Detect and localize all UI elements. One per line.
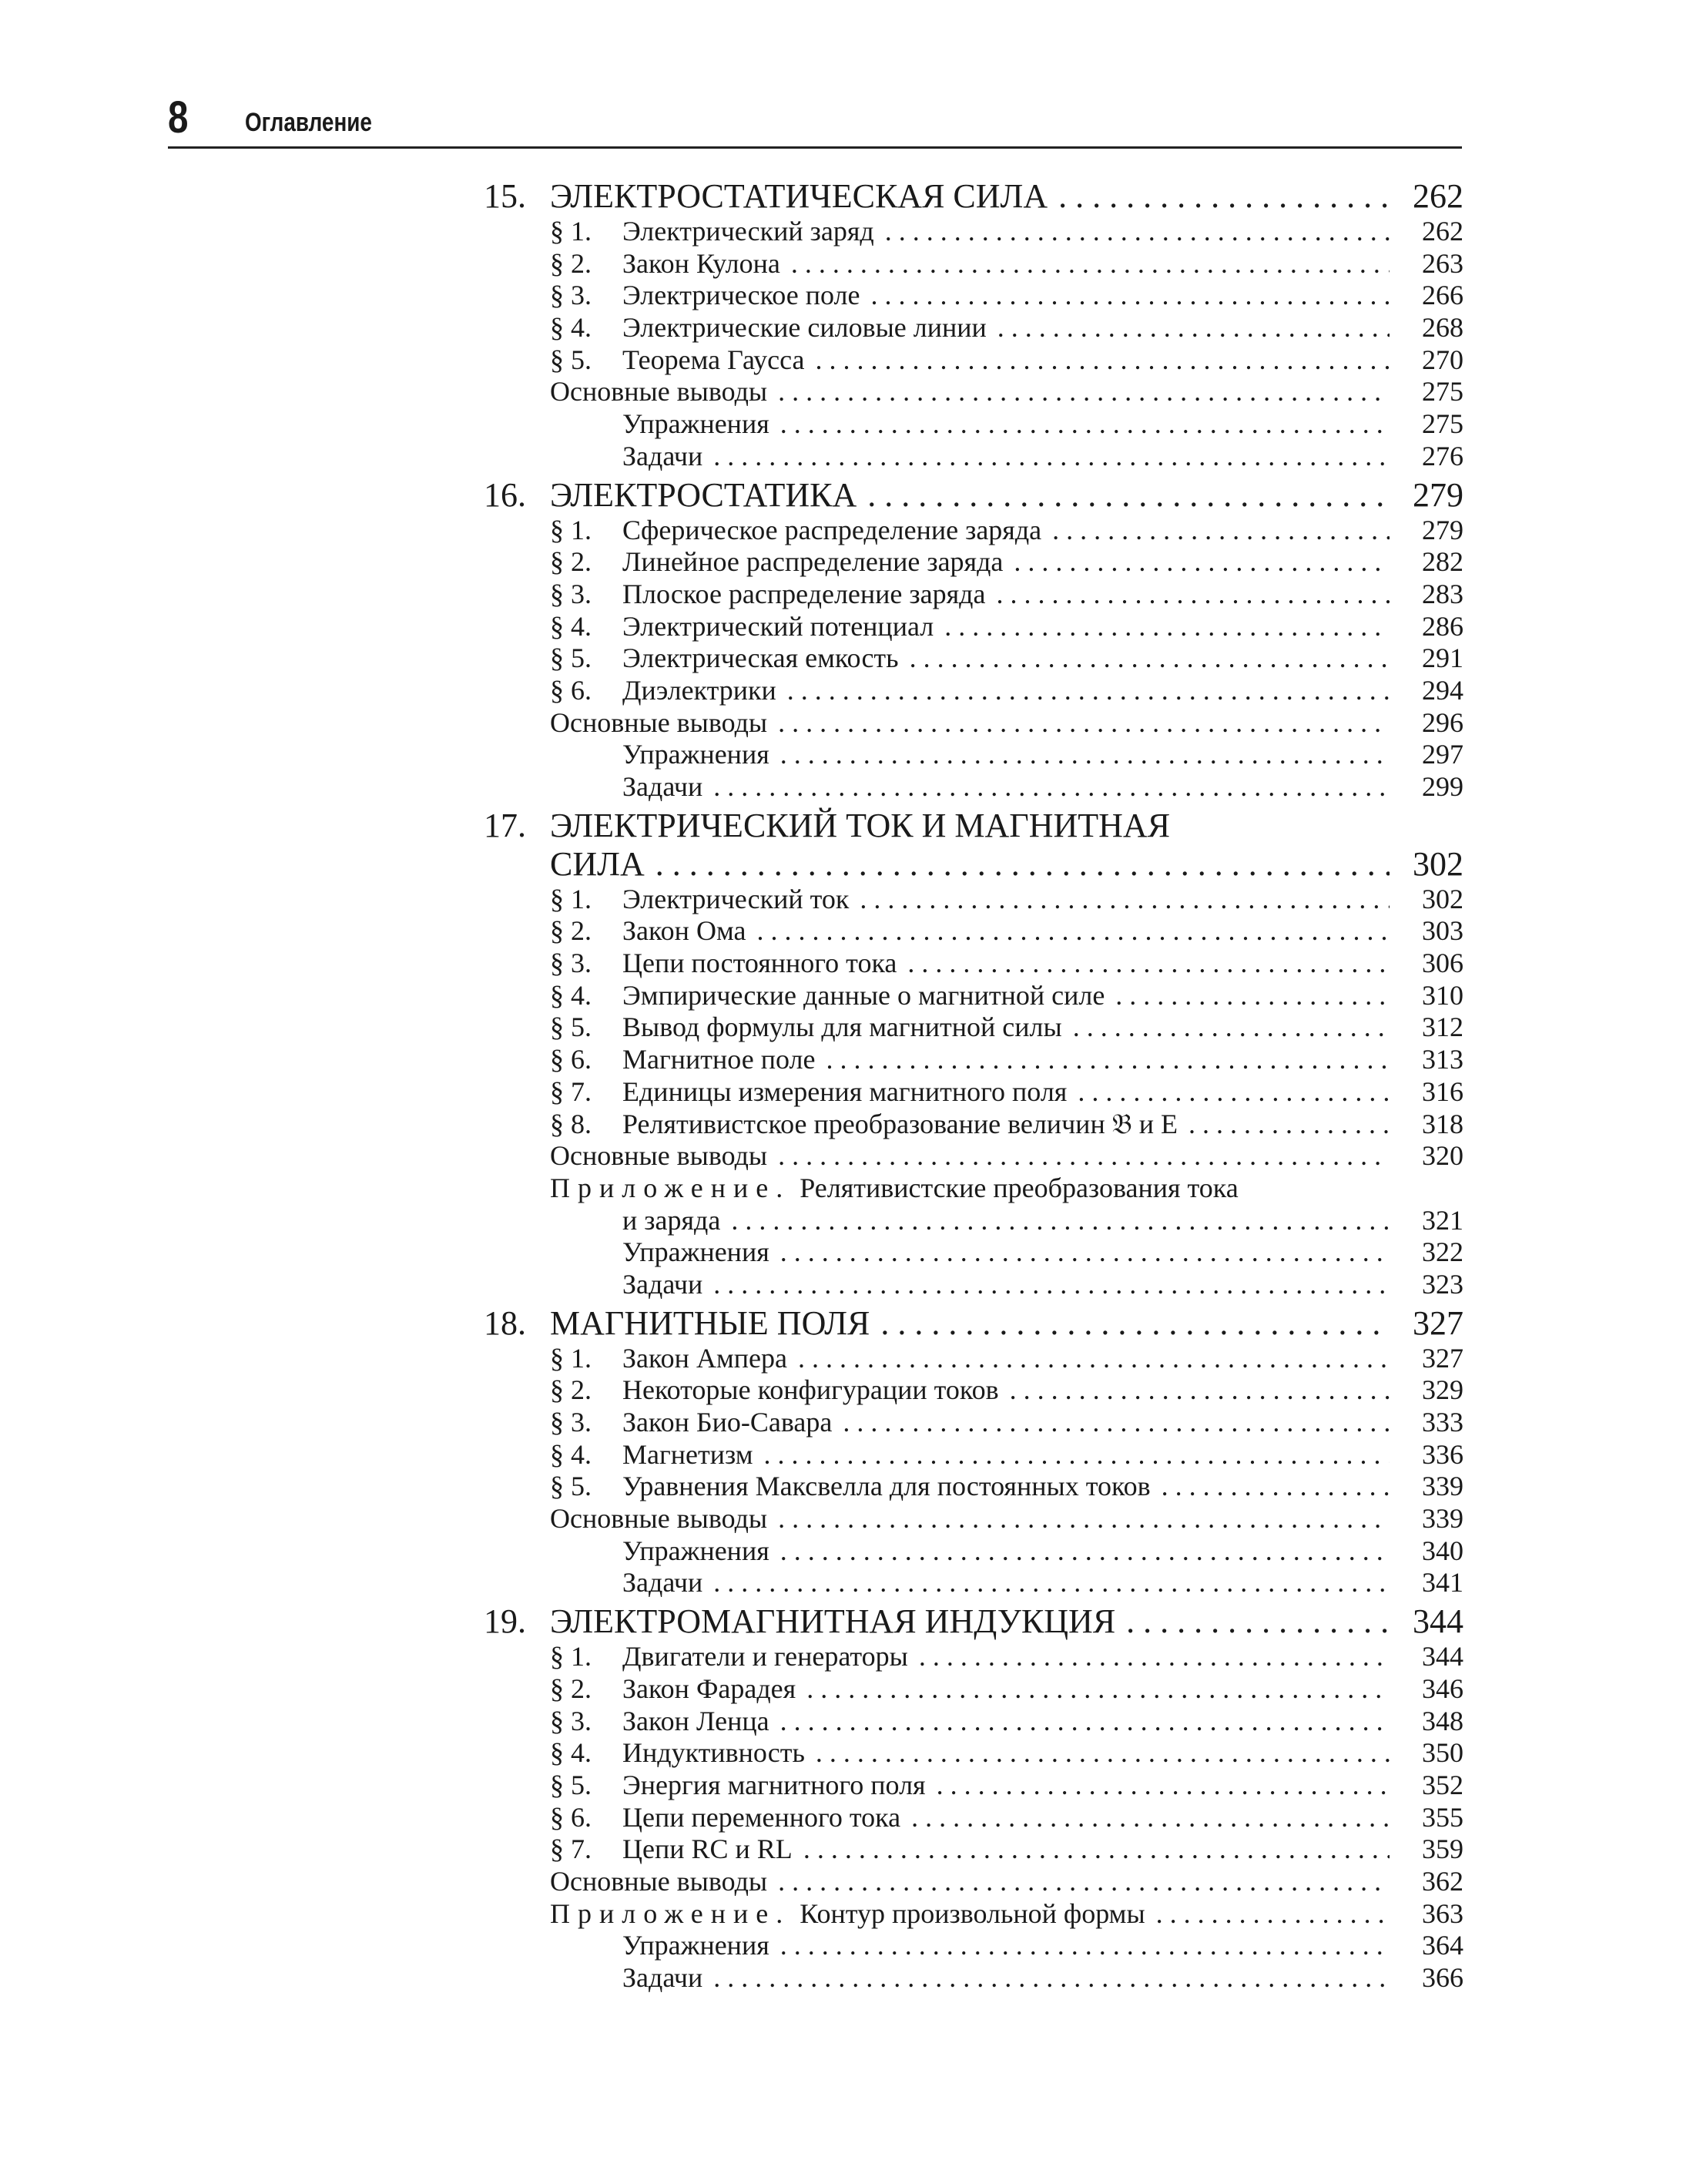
problems-title: Задачи — [622, 1268, 703, 1300]
toc-section[interactable] — [484, 1471, 1463, 1503]
leader-dots — [907, 948, 1390, 980]
leader-dots — [780, 408, 1390, 441]
chapter-title: СИЛА — [550, 844, 645, 883]
section-title: Электрический заряд — [622, 216, 874, 247]
appendix-title: Контур произвольной формы — [800, 1897, 1145, 1929]
page-ref: 327 — [1422, 1342, 1463, 1374]
leader-dots — [764, 1439, 1390, 1471]
section-number: § 5. — [550, 1011, 592, 1043]
page-ref: 266 — [1422, 280, 1463, 311]
page-ref: 339 — [1422, 1471, 1463, 1502]
toc-section[interactable] — [484, 948, 1463, 980]
page-ref: 291 — [1422, 642, 1463, 674]
leader-dots — [1073, 1011, 1390, 1044]
page-ref: 303 — [1422, 915, 1463, 947]
section-number: § 2. — [550, 1672, 592, 1704]
toc-problems[interactable] — [484, 1567, 1463, 1599]
toc-section[interactable] — [484, 1673, 1463, 1706]
leader-dots — [1014, 546, 1390, 579]
page-ref: 276 — [1422, 440, 1463, 471]
chapter-18 — [484, 1304, 1463, 1600]
leader-dots — [780, 739, 1390, 771]
chapter-title: ЭЛЕКТРОСТАТИЧЕСКАЯ СИЛА — [550, 177, 1048, 215]
leader-dots — [1162, 1471, 1390, 1503]
section-title: Энергия магнитного поля — [622, 1769, 926, 1800]
summary-title: Основные выводы — [550, 376, 768, 408]
toc-summary[interactable] — [484, 1503, 1463, 1535]
section-number: § 7. — [550, 1833, 592, 1865]
leader-dots — [880, 1304, 1390, 1343]
page-ref: 262 — [1422, 216, 1463, 247]
leader-dots — [778, 707, 1390, 740]
leader-dots — [816, 344, 1390, 377]
section-title: Закон Ампера — [622, 1342, 787, 1374]
section-title: Электрическая емкость — [622, 642, 899, 674]
page-ref: 262 — [1413, 177, 1463, 215]
page-ref: 363 — [1422, 1897, 1463, 1929]
section-number: § 7. — [550, 1075, 592, 1107]
leader-dots — [1058, 177, 1390, 216]
section-title: Индуктивность — [622, 1737, 805, 1769]
page-ref: 359 — [1422, 1833, 1463, 1865]
page-ref: 352 — [1422, 1769, 1463, 1800]
section-number: § 2. — [550, 915, 592, 947]
section-number: § 4. — [550, 1737, 592, 1769]
chapter-heading[interactable] — [484, 177, 1463, 216]
section-number: § 4. — [550, 979, 592, 1011]
section-number: § 3. — [550, 948, 592, 979]
section-number: § 1. — [550, 216, 592, 247]
leader-dots — [997, 312, 1390, 344]
leader-dots — [937, 1770, 1390, 1802]
leader-dots — [791, 248, 1390, 280]
page-ref: 279 — [1413, 475, 1463, 514]
leader-dots — [867, 476, 1390, 515]
chapter-heading-continued[interactable] — [484, 845, 1463, 884]
leader-dots — [655, 845, 1390, 884]
summary-title: Основные выводы — [550, 1865, 768, 1897]
section-number: § 2. — [550, 546, 592, 578]
page-ref: 275 — [1422, 408, 1463, 440]
chapter-title: ЭЛЕКТРИЧЕСКИЙ ТОК И МАГНИТНАЯ — [550, 806, 1171, 844]
chapter-17 — [484, 807, 1463, 1301]
leader-dots — [843, 1407, 1390, 1439]
page-ref: 310 — [1422, 979, 1463, 1011]
page-ref: 286 — [1422, 610, 1463, 642]
section-title: Сферическое распределение заряда — [622, 514, 1042, 545]
section-title: Электрические силовые линии — [622, 312, 987, 344]
chapter-title: МАГНИТНЫЕ ПОЛЯ — [550, 1303, 870, 1342]
toc-section[interactable] — [484, 1439, 1463, 1471]
page-ref: 339 — [1422, 1503, 1463, 1535]
page-ref: 279 — [1422, 514, 1463, 545]
toc-exercises[interactable] — [484, 1236, 1463, 1269]
page-ref: 344 — [1413, 1602, 1463, 1641]
appendix-title: Релятивистские преобразования тока — [800, 1172, 1239, 1203]
page-ref: 350 — [1422, 1737, 1463, 1769]
toc-section[interactable] — [484, 1343, 1463, 1375]
leader-dots — [778, 1866, 1390, 1898]
page-ref: 323 — [1422, 1268, 1463, 1300]
section-number: § 5. — [550, 344, 592, 375]
section-number: § 5. — [550, 642, 592, 674]
leader-dots — [1010, 1374, 1390, 1407]
toc-problems[interactable] — [484, 771, 1463, 803]
section-number: § 3. — [550, 578, 592, 609]
problems-title: Задачи — [622, 771, 703, 802]
toc-section[interactable] — [484, 1374, 1463, 1407]
exercises-title: Упражнения — [622, 739, 769, 770]
section-number: § 4. — [550, 610, 592, 642]
toc-section[interactable] — [484, 1706, 1463, 1738]
section-number: § 4. — [550, 1438, 592, 1470]
leader-dots — [816, 1737, 1390, 1770]
appendix-title: и заряда — [622, 1204, 721, 1236]
page-ref: 306 — [1422, 948, 1463, 979]
section-title: Релятивистское преобразование величин 𝔅 и E — [622, 1108, 1178, 1139]
section-number: § 3. — [550, 1407, 592, 1438]
toc-section[interactable] — [484, 611, 1463, 643]
section-number: § 2. — [550, 247, 592, 279]
page-ref: 333 — [1422, 1407, 1463, 1438]
toc-section[interactable] — [484, 248, 1463, 280]
leader-dots — [713, 1567, 1390, 1599]
toc-section[interactable] — [484, 312, 1463, 344]
leader-dots — [778, 1140, 1390, 1173]
section-title: Закон Ленца — [622, 1705, 769, 1736]
toc-section[interactable] — [484, 216, 1463, 248]
toc-section[interactable] — [484, 1737, 1463, 1770]
problems-title: Задачи — [622, 1962, 703, 1993]
toc-section[interactable] — [484, 1802, 1463, 1834]
leader-dots — [780, 1706, 1390, 1738]
leader-dots — [870, 280, 1390, 312]
chapter-title: ЭЛЕКТРОСТАТИКА — [550, 475, 857, 514]
chapter-heading[interactable] — [484, 1304, 1463, 1343]
page-ref: 302 — [1422, 883, 1463, 914]
page-ref: 322 — [1422, 1236, 1463, 1268]
toc-section[interactable] — [484, 1076, 1463, 1109]
section-number: § 3. — [550, 280, 592, 311]
chapter-16 — [484, 476, 1463, 803]
page-ref: 313 — [1422, 1044, 1463, 1075]
leader-dots — [919, 1641, 1390, 1673]
toc-section[interactable] — [484, 642, 1463, 675]
leader-dots — [860, 884, 1390, 916]
leader-dots — [778, 1503, 1390, 1535]
chapter-number: 15. — [484, 177, 526, 215]
page-ref: 296 — [1422, 706, 1463, 738]
chapter-19 — [484, 1602, 1463, 1994]
section-number: § 6. — [550, 1044, 592, 1075]
page-ref: 364 — [1422, 1930, 1463, 1961]
page-ref: 316 — [1422, 1075, 1463, 1107]
running-title: Оглавление — [245, 108, 372, 137]
section-number: § 1. — [550, 514, 592, 545]
toc-section[interactable] — [484, 579, 1463, 611]
toc-section[interactable] — [484, 675, 1463, 707]
leader-dots — [1126, 1602, 1390, 1641]
section-number: § 8. — [550, 1108, 592, 1139]
problems-title: Задачи — [622, 440, 703, 471]
chapter-15 — [484, 177, 1463, 473]
toc-section[interactable] — [484, 515, 1463, 547]
page-ref: 270 — [1422, 344, 1463, 375]
leader-dots — [780, 1236, 1390, 1269]
chapter-heading[interactable] — [484, 1602, 1463, 1641]
page-ref: 268 — [1422, 312, 1463, 344]
toc-appendix-continued[interactable] — [484, 1205, 1463, 1237]
appendix-label: Приложение. — [550, 1897, 791, 1929]
page-ref: 336 — [1422, 1438, 1463, 1470]
section-number: § 6. — [550, 1801, 592, 1833]
section-number: § 3. — [550, 1705, 592, 1736]
toc-section[interactable] — [484, 280, 1463, 312]
summary-title: Основные выводы — [550, 1140, 768, 1172]
toc-section[interactable] — [484, 1770, 1463, 1802]
leader-dots — [1188, 1109, 1390, 1141]
section-title: Единицы измерения магнитного поля — [622, 1075, 1068, 1107]
toc-appendix[interactable] — [484, 1173, 1463, 1205]
leader-dots — [780, 1930, 1390, 1962]
toc-section[interactable] — [484, 1044, 1463, 1076]
leader-dots — [713, 1269, 1390, 1301]
toc-summary[interactable] — [484, 1866, 1463, 1898]
chapter-number: 19. — [484, 1602, 526, 1641]
section-number: § 4. — [550, 312, 592, 344]
toc-section[interactable] — [484, 884, 1463, 916]
toc-section[interactable] — [484, 1109, 1463, 1141]
summary-title: Основные выводы — [550, 1503, 768, 1535]
page-ref: 366 — [1422, 1962, 1463, 1993]
chapter-heading[interactable] — [484, 476, 1463, 515]
exercises-title: Упражнения — [622, 1236, 769, 1268]
page-ref: 283 — [1422, 578, 1463, 609]
page-ref: 263 — [1422, 247, 1463, 279]
leader-dots — [996, 579, 1390, 611]
section-number: § 1. — [550, 883, 592, 914]
chapter-heading[interactable] — [484, 807, 1463, 845]
page-ref: 282 — [1422, 546, 1463, 578]
leader-dots — [1078, 1076, 1390, 1109]
leader-dots — [910, 642, 1390, 675]
leader-dots — [806, 1673, 1390, 1706]
leader-dots — [803, 1833, 1390, 1866]
section-title: Цепи постоянного тока — [622, 948, 897, 979]
leader-dots — [713, 771, 1390, 803]
page-header — [168, 91, 1462, 149]
leader-dots — [885, 216, 1390, 248]
toc-exercises[interactable] — [484, 1535, 1463, 1568]
toc-appendix[interactable] — [484, 1898, 1463, 1931]
exercises-title: Упражнения — [622, 1930, 769, 1961]
page-ref: 275 — [1422, 376, 1463, 408]
section-title: Закон Кулона — [622, 247, 780, 279]
toc-exercises[interactable] — [484, 408, 1463, 441]
section-title: Закон Био-Савара — [622, 1407, 833, 1438]
section-title: Уравнения Максвелла для постоянных токов — [622, 1471, 1151, 1502]
toc-problems[interactable] — [484, 1962, 1463, 1994]
toc-summary[interactable] — [484, 707, 1463, 740]
toc-problems[interactable] — [484, 1269, 1463, 1301]
page-ref: 346 — [1422, 1672, 1463, 1704]
section-number: § 5. — [550, 1471, 592, 1502]
toc-section[interactable] — [484, 1833, 1463, 1866]
page-ref: 320 — [1422, 1140, 1463, 1172]
toc-summary[interactable] — [484, 376, 1463, 408]
section-number: § 6. — [550, 674, 592, 706]
leader-dots — [713, 1962, 1390, 1994]
page-ref: 341 — [1422, 1567, 1463, 1599]
page-ref: 362 — [1422, 1865, 1463, 1897]
section-title: Магнетизм — [622, 1438, 753, 1470]
page-number: 8 — [168, 92, 189, 143]
page-ref: 294 — [1422, 674, 1463, 706]
section-title: Теорема Гаусса — [622, 344, 805, 375]
section-title: Цепи переменного тока — [622, 1801, 901, 1833]
page-ref: 299 — [1422, 771, 1463, 802]
leader-dots — [778, 376, 1390, 408]
leader-dots — [944, 611, 1390, 643]
page-ref: 321 — [1422, 1204, 1463, 1236]
toc-exercises[interactable] — [484, 739, 1463, 771]
toc-exercises[interactable] — [484, 1930, 1463, 1962]
section-title: Электрический ток — [622, 883, 850, 914]
leader-dots — [713, 441, 1390, 473]
leader-dots — [911, 1802, 1390, 1834]
page-ref: 302 — [1413, 844, 1463, 883]
section-title: Цепи RC и RL — [622, 1833, 793, 1865]
section-title: Магнитное поле — [622, 1044, 816, 1075]
leader-dots — [826, 1044, 1390, 1076]
section-number: § 1. — [550, 1641, 592, 1672]
section-title: Некоторые конфигурации токов — [622, 1374, 999, 1406]
chapter-number: 17. — [484, 806, 526, 844]
chapter-title: ЭЛЕКТРОМАГНИТНАЯ ИНДУКЦИЯ — [550, 1602, 1116, 1641]
leader-dots — [787, 675, 1390, 707]
leader-dots — [798, 1343, 1390, 1375]
leader-dots — [1156, 1898, 1390, 1931]
section-title: Двигатели и генераторы — [622, 1641, 908, 1672]
section-title: Электрический потенциал — [622, 610, 934, 642]
toc-section[interactable] — [484, 915, 1463, 948]
section-title: Закон Фарадея — [622, 1672, 796, 1704]
summary-title: Основные выводы — [550, 706, 768, 738]
toc-summary[interactable] — [484, 1140, 1463, 1173]
toc-section[interactable] — [484, 546, 1463, 579]
section-title: Вывод формулы для магнитной силы — [622, 1011, 1062, 1043]
chapter-number: 16. — [484, 475, 526, 514]
section-number: § 5. — [550, 1769, 592, 1800]
leader-dots — [756, 915, 1390, 948]
section-number: § 2. — [550, 1374, 592, 1406]
leader-dots — [1052, 515, 1390, 547]
page-ref: 340 — [1422, 1535, 1463, 1566]
toc-section[interactable] — [484, 1011, 1463, 1044]
page-ref: 344 — [1422, 1641, 1463, 1672]
exercises-title: Упражнения — [622, 408, 769, 440]
section-title: Электрическое поле — [622, 280, 860, 311]
section-title: Эмпирические данные о магнитной силе — [622, 979, 1105, 1011]
page-ref: 329 — [1422, 1374, 1463, 1406]
page-ref: 297 — [1422, 739, 1463, 770]
problems-title: Задачи — [622, 1567, 703, 1599]
table-of-contents — [484, 177, 1463, 1994]
toc-problems[interactable] — [484, 441, 1463, 473]
toc-section[interactable] — [484, 344, 1463, 377]
toc-section[interactable] — [484, 1407, 1463, 1439]
page-ref: 318 — [1422, 1108, 1463, 1139]
section-title: Линейное распределение заряда — [622, 546, 1004, 578]
leader-dots — [731, 1205, 1390, 1237]
appendix-label: Приложение. — [550, 1172, 791, 1203]
leader-dots — [1115, 980, 1390, 1012]
toc-section[interactable] — [484, 1641, 1463, 1673]
section-title: Диэлектрики — [622, 674, 776, 706]
section-title: Закон Ома — [622, 915, 746, 947]
page-ref: 327 — [1413, 1303, 1463, 1342]
section-number: § 1. — [550, 1342, 592, 1374]
exercises-title: Упражнения — [622, 1535, 769, 1566]
section-title: Плоское распределение заряда — [622, 578, 986, 609]
toc-section[interactable] — [484, 980, 1463, 1012]
page-ref: 348 — [1422, 1705, 1463, 1736]
page-ref: 355 — [1422, 1801, 1463, 1833]
page-ref: 312 — [1422, 1011, 1463, 1043]
leader-dots — [780, 1535, 1390, 1568]
chapter-number: 18. — [484, 1303, 526, 1342]
